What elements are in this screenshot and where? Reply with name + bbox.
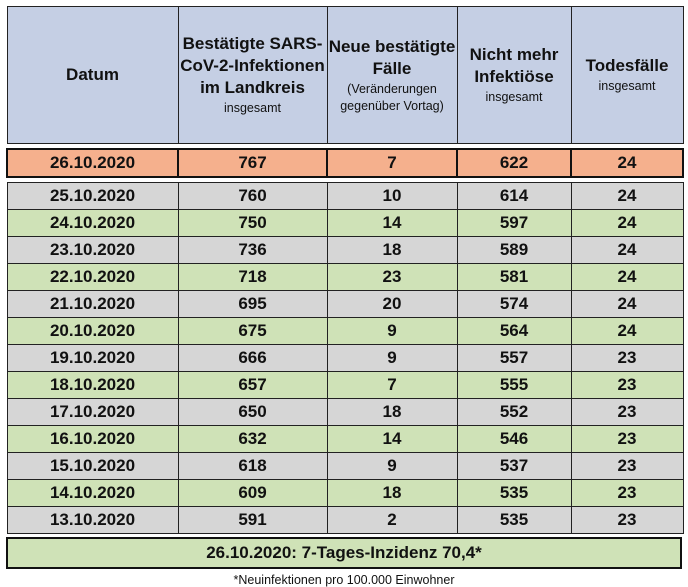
header-infektionen [178,7,327,144]
highlight-row [7,149,683,177]
seven-day-incidence-footer: 26.10.2020: 7-Tages-Inzidenz 70,4* [6,537,682,569]
cell-tode: 23 [571,426,683,453]
cell-datum: 26.10.2020 [7,149,178,177]
cell-neue: 18 [327,480,457,507]
cell-nicht-mehr: 597 [457,210,571,237]
header-infektionen-sub: insgesamt [224,101,281,115]
cell-datum: 25.10.2020 [7,183,178,210]
cell-neue: 7 [327,149,457,177]
cell-tode: 24 [571,237,683,264]
cell-datum: 20.10.2020 [7,318,178,345]
header-neue-label: Neue bestätigte Fälle [328,36,456,78]
cell-neue: 9 [327,345,457,372]
cell-datum: 13.10.2020 [7,507,178,534]
cell-infektionen: 657 [178,372,327,399]
cell-nicht-mehr: 589 [457,237,571,264]
cell-neue: 14 [327,426,457,453]
table-row [7,318,683,345]
cell-datum: 17.10.2020 [7,399,178,426]
table-row [7,237,683,264]
cell-neue: 7 [327,372,457,399]
cell-neue: 23 [327,264,457,291]
cell-infektionen: 675 [178,318,327,345]
cell-nicht-mehr: 537 [457,453,571,480]
cell-infektionen: 718 [178,264,327,291]
cell-neue: 18 [327,399,457,426]
cell-tode: 24 [571,318,683,345]
table-row [7,426,683,453]
table-row [7,480,683,507]
cell-datum: 15.10.2020 [7,453,178,480]
cell-datum: 21.10.2020 [7,291,178,318]
cell-nicht-mehr: 564 [457,318,571,345]
cell-tode: 23 [571,372,683,399]
table-row [7,183,683,210]
cell-nicht-mehr: 546 [457,426,571,453]
cell-tode: 24 [571,183,683,210]
header-nicht-mehr-sub: insgesamt [485,90,543,104]
cell-tode: 24 [571,210,683,237]
cell-infektionen: 632 [178,426,327,453]
cell-tode: 24 [571,264,683,291]
header-datum: Datum [7,7,178,144]
cell-nicht-mehr: 574 [457,291,571,318]
cell-infektionen: 767 [178,149,327,177]
cell-datum: 18.10.2020 [7,372,178,399]
table-row [7,507,683,534]
cell-datum: 24.10.2020 [7,210,178,237]
table-row [7,210,683,237]
cell-neue: 20 [327,291,457,318]
cell-tode: 24 [571,291,683,318]
cell-nicht-mehr: 552 [457,399,571,426]
cell-nicht-mehr: 622 [457,149,571,177]
cell-neue: 18 [327,237,457,264]
header-nicht-mehr-infektioese [457,7,571,144]
header-nicht-mehr-label: Nicht mehr Infektiöse [469,45,559,86]
cell-neue: 9 [327,453,457,480]
covid-statistics-table-wrapper [6,6,682,587]
cell-datum: 14.10.2020 [7,480,178,507]
cell-nicht-mehr: 581 [457,264,571,291]
cell-neue: 2 [327,507,457,534]
cell-datum: 22.10.2020 [7,264,178,291]
cell-tode: 23 [571,453,683,480]
cell-tode: 23 [571,480,683,507]
cell-neue: 9 [327,318,457,345]
cell-nicht-mehr: 557 [457,345,571,372]
cell-infektionen: 666 [178,345,327,372]
cell-infektionen: 695 [178,291,327,318]
cell-infektionen: 618 [178,453,327,480]
cell-infektionen: 736 [178,237,327,264]
footnote: *Neuinfektionen pro 100.000 Einwohner [233,573,455,587]
cell-infektionen: 591 [178,507,327,534]
cell-infektionen: 650 [178,399,327,426]
cell-tode: 23 [571,345,683,372]
table-row [7,399,683,426]
header-tode-sub: insgesamt [598,79,656,93]
header-row [7,7,683,144]
cell-nicht-mehr: 535 [457,507,571,534]
cell-neue: 14 [327,210,457,237]
cell-nicht-mehr: 555 [457,372,571,399]
cell-infektionen: 760 [178,183,327,210]
cell-infektionen: 750 [178,210,327,237]
header-neue-sub: (Veränderungen gegenüber Vortag) [340,81,444,113]
cell-nicht-mehr: 614 [457,183,571,210]
header-infektionen-label: Bestätigte SARS-CoV-2-Infektionen im Landkreis [180,34,325,97]
table-row [7,372,683,399]
table-row [7,453,683,480]
covid-statistics-table [6,6,684,534]
header-tode-label: Todesfälle [585,56,669,75]
cell-neue: 10 [327,183,457,210]
cell-tode: 23 [571,507,683,534]
table-row [7,345,683,372]
cell-tode: 24 [571,149,683,177]
header-todesfaelle [571,7,683,144]
cell-datum: 16.10.2020 [7,426,178,453]
cell-datum: 19.10.2020 [7,345,178,372]
table-row [7,264,683,291]
cell-nicht-mehr: 535 [457,480,571,507]
cell-datum: 23.10.2020 [7,237,178,264]
table-row [7,291,683,318]
cell-infektionen: 609 [178,480,327,507]
header-neue-faelle [327,7,457,144]
cell-tode: 23 [571,399,683,426]
